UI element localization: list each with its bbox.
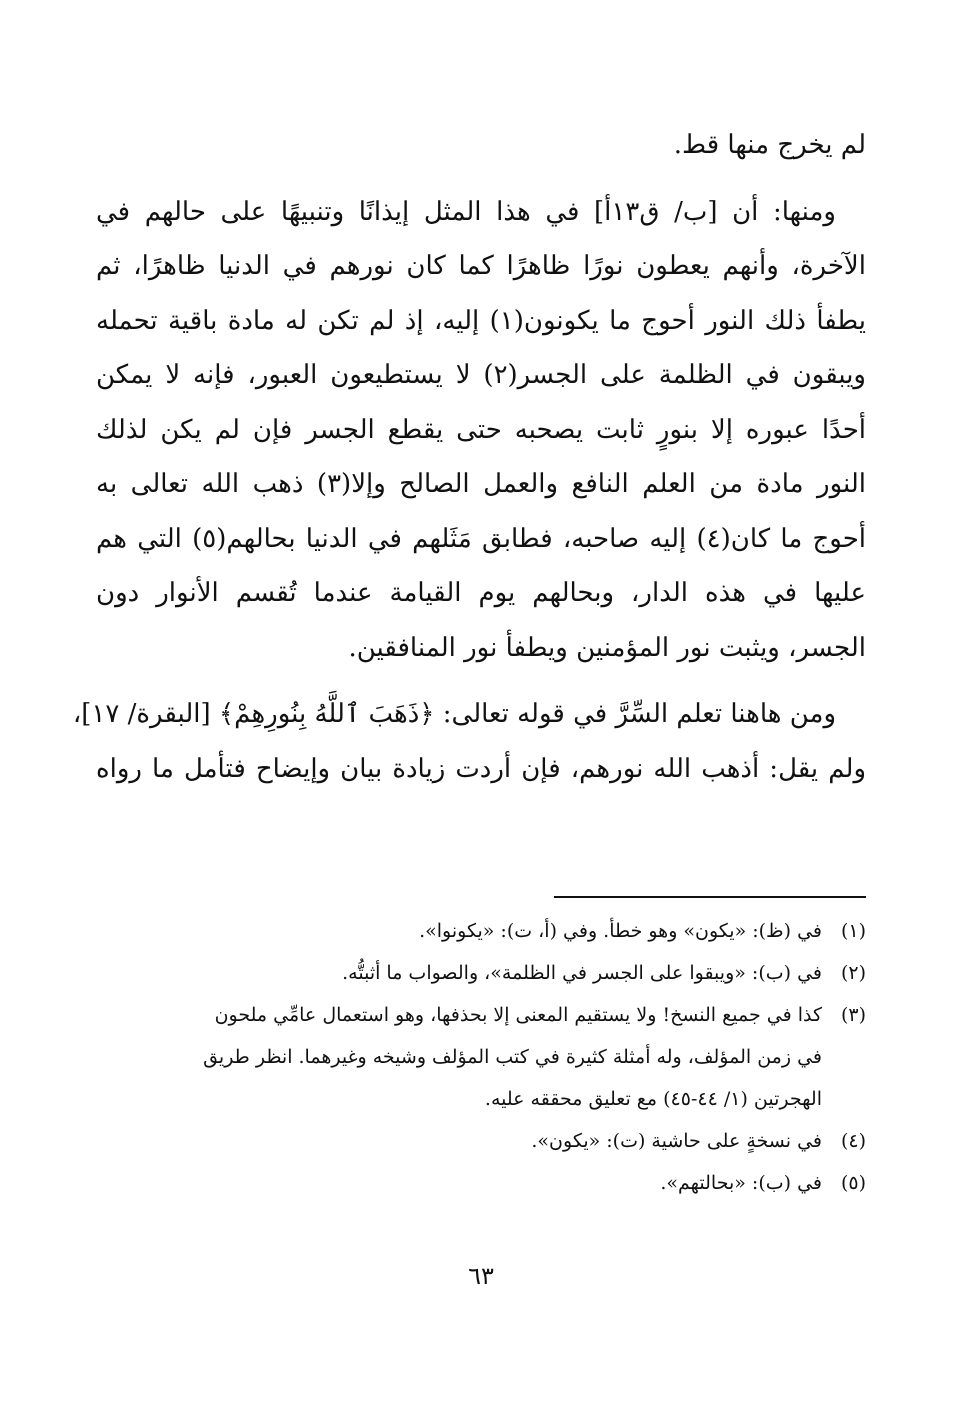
text-line: أحوج ما كان(٤) إليه صاحبه، فطابق مَثَلهم في الدنيا بحالهم(٥) التي هم: [96, 523, 866, 554]
text-line: لم يخرج منها قط.: [673, 130, 866, 160]
text-line: ومن هاهنا تعلم السِّرَّ في قوله تعالى: ﴿ذَهَبَ ٱللَّهُ بِنُورِهِمْ﴾ [البقرة/ ١٧]،: [72, 699, 836, 729]
footnote-line: في (ب): «بحالتهم».: [660, 1172, 822, 1194]
text-line: الجسر، ويثبت نور المؤمنين ويطفأ نور المنافقين.: [348, 632, 866, 663]
text-line: ولم يقل: أذهب الله نورهم، فإن أردت زيادة بيان وإيضاح فتأمل ما رواه: [96, 753, 866, 784]
footnote-line: الهجرتين (١/ ٤٤-٤٥) مع تعليق محققه عليه.: [484, 1088, 822, 1110]
footnote: [96, 994, 866, 1120]
footnote: [96, 1162, 866, 1204]
paragraph-gap: [96, 173, 866, 185]
footnote-line: في زمن المؤلف، وله أمثلة كثيرة في كتب المؤلف وشيخه وغيرهما. انظر طريق: [203, 1046, 822, 1068]
footnote-text: [96, 1162, 822, 1204]
footnote-line: كذا في جميع النسخ! ولا يستقيم المعنى إلا بحذفها، وهو استعمال عامِّي ملحون: [214, 1004, 822, 1026]
footnote-line: في نسخةٍ على حاشية (ت): «يكون».: [531, 1130, 822, 1152]
footnote-number: (٣): [840, 1004, 866, 1026]
text-line: النور مادة من العلم النافع والعمل الصالح وإلا(٣) ذهب الله تعالى به: [96, 469, 867, 499]
text-line: ويبقون في الظلمة على الجسر(٢) لا يستطيعون العبور، فإنه لا يمكن: [96, 360, 866, 390]
main-text: [72, 118, 867, 796]
footnote-number: (٢): [840, 962, 866, 984]
footnote-text: [96, 952, 822, 994]
footnote-text: [96, 910, 822, 952]
footnote-text: [96, 994, 822, 1120]
footnote: [96, 952, 866, 994]
footnote-number: (٤): [840, 1130, 866, 1152]
text-line: يطفأ ذلك النور أحوج ما يكونون(١) إليه، إذ لم تكن له مادة باقية تحمله: [96, 305, 866, 336]
footnote: [96, 1120, 866, 1162]
page-number: ٦٣: [468, 1262, 494, 1290]
text-line: عليها في هذه الدار، وبحالهم يوم القيامة عندما تُقسم الأنوار دون: [96, 578, 866, 608]
text-line: ومنها: أن [ب/ ق١٣أ] في هذا المثل إيذانًا وتنبيهًا على حالهم في: [96, 196, 836, 227]
text-line: الآخرة، وأنهم يعطون نورًا ظاهرًا كما كان نورهم في الدنيا ظاهرًا، ثم: [96, 251, 866, 281]
footnote-separator: [554, 896, 866, 898]
footnote-number: (٥): [840, 1172, 866, 1194]
footnote-number: (١): [840, 920, 866, 942]
footnote-line: في (ظ): «يكون» وهو خطأ. وفي (أ، ت): «يكونوا».: [419, 920, 822, 942]
footnotes: [96, 910, 866, 1204]
footnote: [96, 910, 866, 952]
paragraph-gap: [96, 675, 866, 687]
footnote-line: في (ب): «ويبقوا على الجسر في الظلمة»، والصواب ما أثبتُّه.: [342, 962, 822, 984]
footnote-text: [96, 1120, 822, 1162]
text-line: أحدًا عبوره إلا بنورٍ ثابت يصحبه حتى يقطع الجسر فإن لم يكن لذلك: [96, 414, 866, 445]
